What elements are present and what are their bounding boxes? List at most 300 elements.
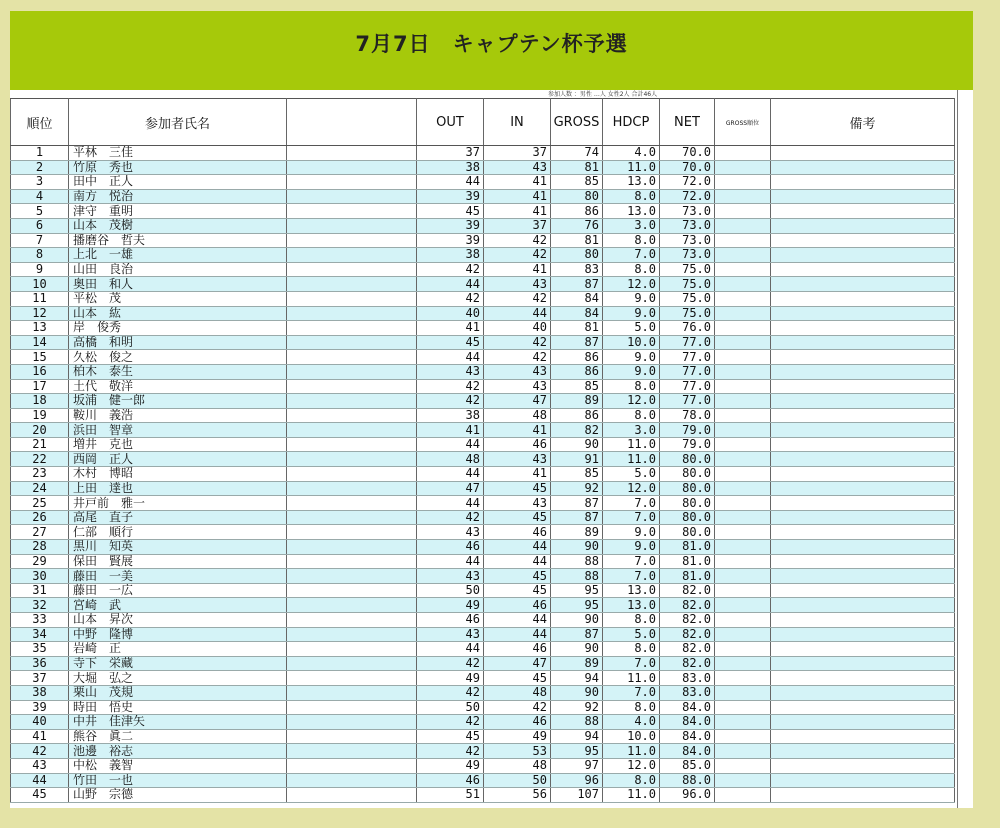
in-cell: 42 — [484, 233, 551, 248]
net-cell: 80.0 — [660, 467, 715, 482]
gross-rank-cell — [715, 685, 771, 700]
header-gross: GROSS — [551, 99, 603, 146]
hdcp-cell: 13.0 — [603, 598, 660, 613]
net-cell: 80.0 — [660, 510, 715, 525]
gross-cell: 94 — [551, 671, 603, 686]
name-cell: 藤田 一美 — [69, 569, 287, 584]
hdcp-cell: 8.0 — [603, 642, 660, 657]
hdcp-cell: 10.0 — [603, 335, 660, 350]
gross-cell: 83 — [551, 262, 603, 277]
out-cell: 44 — [417, 642, 484, 657]
blank-cell — [287, 423, 417, 438]
in-cell: 42 — [484, 335, 551, 350]
name-cell: 土代 敬洋 — [69, 379, 287, 394]
gross-rank-cell — [715, 627, 771, 642]
blank-cell — [287, 481, 417, 496]
hdcp-cell: 7.0 — [603, 248, 660, 263]
name-cell: 山本 茂樹 — [69, 218, 287, 233]
gross-cell: 84 — [551, 291, 603, 306]
gross-cell: 82 — [551, 423, 603, 438]
blank-cell — [287, 189, 417, 204]
out-cell: 44 — [417, 554, 484, 569]
out-cell: 42 — [417, 291, 484, 306]
gross-rank-cell — [715, 715, 771, 730]
remarks-cell — [771, 773, 955, 788]
rank-cell: 45 — [11, 788, 69, 803]
rank-cell: 25 — [11, 496, 69, 511]
in-cell: 37 — [484, 146, 551, 161]
remarks-cell — [771, 758, 955, 773]
table-row — [11, 423, 955, 438]
table-row — [11, 175, 955, 190]
hdcp-cell: 8.0 — [603, 613, 660, 628]
out-cell: 44 — [417, 350, 484, 365]
net-cell: 84.0 — [660, 729, 715, 744]
hdcp-cell: 7.0 — [603, 685, 660, 700]
in-cell: 40 — [484, 321, 551, 336]
hdcp-cell: 7.0 — [603, 510, 660, 525]
in-cell: 41 — [484, 204, 551, 219]
net-cell: 77.0 — [660, 335, 715, 350]
out-cell: 46 — [417, 773, 484, 788]
out-cell: 42 — [417, 262, 484, 277]
rank-cell: 1 — [11, 146, 69, 161]
out-cell: 46 — [417, 540, 484, 555]
out-cell: 44 — [417, 467, 484, 482]
in-cell: 42 — [484, 291, 551, 306]
gross-rank-cell — [715, 642, 771, 657]
gross-rank-cell — [715, 248, 771, 263]
blank-cell — [287, 335, 417, 350]
rank-cell: 9 — [11, 262, 69, 277]
gross-rank-cell — [715, 423, 771, 438]
hdcp-cell: 7.0 — [603, 656, 660, 671]
in-cell: 41 — [484, 189, 551, 204]
out-cell: 42 — [417, 656, 484, 671]
gross-cell: 95 — [551, 744, 603, 759]
hdcp-cell: 4.0 — [603, 715, 660, 730]
out-cell: 37 — [417, 146, 484, 161]
rank-cell: 28 — [11, 540, 69, 555]
hdcp-cell: 11.0 — [603, 671, 660, 686]
gross-rank-cell — [715, 744, 771, 759]
remarks-cell — [771, 423, 955, 438]
gross-rank-cell — [715, 321, 771, 336]
gross-rank-cell — [715, 525, 771, 540]
out-cell: 47 — [417, 481, 484, 496]
gross-rank-cell — [715, 306, 771, 321]
net-cell: 77.0 — [660, 379, 715, 394]
rank-cell: 6 — [11, 218, 69, 233]
net-cell: 81.0 — [660, 554, 715, 569]
net-cell: 73.0 — [660, 204, 715, 219]
gross-cell: 86 — [551, 408, 603, 423]
hdcp-cell: 8.0 — [603, 773, 660, 788]
remarks-cell — [771, 700, 955, 715]
gross-rank-cell — [715, 160, 771, 175]
table-row — [11, 248, 955, 263]
rank-cell: 2 — [11, 160, 69, 175]
out-cell: 43 — [417, 364, 484, 379]
table-row — [11, 452, 955, 467]
sheet-border — [957, 90, 958, 808]
blank-cell — [287, 758, 417, 773]
name-cell: 山本 昇次 — [69, 613, 287, 628]
gross-rank-cell — [715, 598, 771, 613]
name-cell: 井戸前 雅一 — [69, 496, 287, 511]
gross-rank-cell — [715, 379, 771, 394]
rank-cell: 40 — [11, 715, 69, 730]
hdcp-cell: 8.0 — [603, 700, 660, 715]
rank-cell: 23 — [11, 467, 69, 482]
remarks-cell — [771, 437, 955, 452]
rank-cell: 34 — [11, 627, 69, 642]
gross-cell: 96 — [551, 773, 603, 788]
hdcp-cell: 13.0 — [603, 204, 660, 219]
gross-rank-cell — [715, 540, 771, 555]
gross-cell: 95 — [551, 598, 603, 613]
rank-cell: 15 — [11, 350, 69, 365]
remarks-cell — [771, 744, 955, 759]
blank-cell — [287, 248, 417, 263]
out-cell: 48 — [417, 452, 484, 467]
blank-cell — [287, 175, 417, 190]
name-cell: 浜田 智章 — [69, 423, 287, 438]
rank-cell: 11 — [11, 291, 69, 306]
score-sheet — [10, 90, 973, 808]
in-cell: 49 — [484, 729, 551, 744]
gross-cell: 84 — [551, 306, 603, 321]
gross-cell: 87 — [551, 335, 603, 350]
rank-cell: 36 — [11, 656, 69, 671]
out-cell: 51 — [417, 788, 484, 803]
remarks-cell — [771, 146, 955, 161]
gross-cell: 88 — [551, 715, 603, 730]
in-cell: 43 — [484, 364, 551, 379]
out-cell: 46 — [417, 613, 484, 628]
out-cell: 38 — [417, 408, 484, 423]
table-row — [11, 379, 955, 394]
gross-rank-cell — [715, 788, 771, 803]
rank-cell: 41 — [11, 729, 69, 744]
rank-cell: 4 — [11, 189, 69, 204]
in-cell: 44 — [484, 306, 551, 321]
gross-cell: 76 — [551, 218, 603, 233]
table-row — [11, 335, 955, 350]
name-cell: 鞍川 義浩 — [69, 408, 287, 423]
header-net: NET — [660, 99, 715, 146]
table-row — [11, 671, 955, 686]
gross-cell: 90 — [551, 540, 603, 555]
name-cell: 坂浦 健一郎 — [69, 394, 287, 409]
net-cell: 80.0 — [660, 481, 715, 496]
gross-rank-cell — [715, 218, 771, 233]
hdcp-cell: 7.0 — [603, 569, 660, 584]
gross-rank-cell — [715, 408, 771, 423]
hdcp-cell: 9.0 — [603, 306, 660, 321]
out-cell: 44 — [417, 277, 484, 292]
gross-rank-cell — [715, 481, 771, 496]
gross-rank-cell — [715, 262, 771, 277]
in-cell: 47 — [484, 656, 551, 671]
in-cell: 46 — [484, 525, 551, 540]
gross-rank-cell — [715, 189, 771, 204]
net-cell: 70.0 — [660, 160, 715, 175]
in-cell: 47 — [484, 394, 551, 409]
net-cell: 75.0 — [660, 262, 715, 277]
remarks-cell — [771, 189, 955, 204]
net-cell: 77.0 — [660, 394, 715, 409]
hdcp-cell: 12.0 — [603, 394, 660, 409]
name-cell: 竹原 秀也 — [69, 160, 287, 175]
remarks-cell — [771, 671, 955, 686]
header-remarks: 備考 — [771, 99, 955, 146]
out-cell: 45 — [417, 335, 484, 350]
gross-cell: 81 — [551, 160, 603, 175]
gross-cell: 88 — [551, 554, 603, 569]
rank-cell: 31 — [11, 583, 69, 598]
in-cell: 41 — [484, 467, 551, 482]
gross-rank-cell — [715, 510, 771, 525]
rank-cell: 24 — [11, 481, 69, 496]
rank-cell: 13 — [11, 321, 69, 336]
blank-cell — [287, 685, 417, 700]
gross-cell: 74 — [551, 146, 603, 161]
name-cell: 津守 重明 — [69, 204, 287, 219]
table-row — [11, 408, 955, 423]
name-cell: 竹田 一也 — [69, 773, 287, 788]
title-banner — [10, 11, 973, 90]
gross-rank-cell — [715, 437, 771, 452]
in-cell: 42 — [484, 248, 551, 263]
out-cell: 38 — [417, 160, 484, 175]
name-cell: 平松 茂 — [69, 291, 287, 306]
rank-cell: 42 — [11, 744, 69, 759]
gross-cell: 85 — [551, 379, 603, 394]
name-cell: 奥田 和人 — [69, 277, 287, 292]
gross-cell: 97 — [551, 758, 603, 773]
blank-cell — [287, 656, 417, 671]
rank-cell: 39 — [11, 700, 69, 715]
header-name: 参加者氏名 — [69, 99, 287, 146]
blank-cell — [287, 146, 417, 161]
table-row — [11, 262, 955, 277]
header-in: IN — [484, 99, 551, 146]
blank-cell — [287, 525, 417, 540]
out-cell: 40 — [417, 306, 484, 321]
name-cell: 岸 俊秀 — [69, 321, 287, 336]
gross-cell: 85 — [551, 467, 603, 482]
blank-cell — [287, 233, 417, 248]
remarks-cell — [771, 321, 955, 336]
table-row — [11, 204, 955, 219]
net-cell: 96.0 — [660, 788, 715, 803]
table-row — [11, 583, 955, 598]
gross-rank-cell — [715, 175, 771, 190]
remarks-cell — [771, 598, 955, 613]
header-blank — [287, 99, 417, 146]
gross-rank-cell — [715, 467, 771, 482]
blank-cell — [287, 350, 417, 365]
blank-cell — [287, 437, 417, 452]
gross-cell: 85 — [551, 175, 603, 190]
rank-cell: 37 — [11, 671, 69, 686]
hdcp-cell: 5.0 — [603, 627, 660, 642]
net-cell: 88.0 — [660, 773, 715, 788]
table-row — [11, 569, 955, 584]
net-cell: 82.0 — [660, 642, 715, 657]
table-row — [11, 394, 955, 409]
hdcp-cell: 11.0 — [603, 744, 660, 759]
name-cell: 木村 博昭 — [69, 467, 287, 482]
out-cell: 39 — [417, 218, 484, 233]
net-cell: 73.0 — [660, 233, 715, 248]
table-row — [11, 540, 955, 555]
gross-cell: 87 — [551, 496, 603, 511]
gross-cell: 87 — [551, 277, 603, 292]
hdcp-cell: 3.0 — [603, 423, 660, 438]
out-cell: 42 — [417, 685, 484, 700]
hdcp-cell: 11.0 — [603, 788, 660, 803]
rank-cell: 32 — [11, 598, 69, 613]
gross-cell: 89 — [551, 525, 603, 540]
out-cell: 39 — [417, 189, 484, 204]
remarks-cell — [771, 525, 955, 540]
name-cell: 中松 義智 — [69, 758, 287, 773]
gross-cell: 88 — [551, 569, 603, 584]
remarks-cell — [771, 685, 955, 700]
rank-cell: 8 — [11, 248, 69, 263]
net-cell: 76.0 — [660, 321, 715, 336]
out-cell: 42 — [417, 744, 484, 759]
table-row — [11, 160, 955, 175]
in-cell: 44 — [484, 627, 551, 642]
net-cell: 77.0 — [660, 350, 715, 365]
blank-cell — [287, 262, 417, 277]
gross-rank-cell — [715, 204, 771, 219]
hdcp-cell: 9.0 — [603, 291, 660, 306]
remarks-cell — [771, 627, 955, 642]
blank-cell — [287, 627, 417, 642]
gross-cell: 91 — [551, 452, 603, 467]
name-cell: 栗山 茂規 — [69, 685, 287, 700]
gross-cell: 86 — [551, 364, 603, 379]
hdcp-cell: 11.0 — [603, 437, 660, 452]
net-cell: 73.0 — [660, 248, 715, 263]
out-cell: 45 — [417, 204, 484, 219]
table-row — [11, 437, 955, 452]
gross-cell: 87 — [551, 510, 603, 525]
gross-rank-cell — [715, 671, 771, 686]
name-cell: 宮崎 武 — [69, 598, 287, 613]
rank-cell: 20 — [11, 423, 69, 438]
hdcp-cell: 7.0 — [603, 554, 660, 569]
out-cell: 43 — [417, 627, 484, 642]
net-cell: 82.0 — [660, 598, 715, 613]
hdcp-cell: 8.0 — [603, 408, 660, 423]
table-row — [11, 744, 955, 759]
gross-rank-cell — [715, 773, 771, 788]
blank-cell — [287, 452, 417, 467]
net-cell: 77.0 — [660, 364, 715, 379]
in-cell: 50 — [484, 773, 551, 788]
remarks-cell — [771, 481, 955, 496]
rank-cell: 43 — [11, 758, 69, 773]
gross-rank-cell — [715, 291, 771, 306]
rank-cell: 29 — [11, 554, 69, 569]
table-row — [11, 510, 955, 525]
hdcp-cell: 13.0 — [603, 175, 660, 190]
gross-cell: 86 — [551, 350, 603, 365]
hdcp-cell: 3.0 — [603, 218, 660, 233]
table-body — [11, 146, 955, 803]
blank-cell — [287, 729, 417, 744]
rank-cell: 21 — [11, 437, 69, 452]
table-row — [11, 306, 955, 321]
in-cell: 46 — [484, 437, 551, 452]
remarks-cell — [771, 642, 955, 657]
net-cell: 84.0 — [660, 744, 715, 759]
header-out: OUT — [417, 99, 484, 146]
header-hdcp: HDCP — [603, 99, 660, 146]
out-cell: 42 — [417, 394, 484, 409]
out-cell: 39 — [417, 233, 484, 248]
name-cell: 高尾 直子 — [69, 510, 287, 525]
gross-cell: 95 — [551, 583, 603, 598]
in-cell: 45 — [484, 671, 551, 686]
in-cell: 44 — [484, 554, 551, 569]
blank-cell — [287, 700, 417, 715]
table-row — [11, 613, 955, 628]
in-cell: 41 — [484, 262, 551, 277]
rank-cell: 10 — [11, 277, 69, 292]
remarks-cell — [771, 554, 955, 569]
out-cell: 50 — [417, 583, 484, 598]
gross-rank-cell — [715, 496, 771, 511]
remarks-cell — [771, 510, 955, 525]
blank-cell — [287, 613, 417, 628]
blank-cell — [287, 321, 417, 336]
remarks-cell — [771, 277, 955, 292]
name-cell: 藤田 一広 — [69, 583, 287, 598]
gross-cell: 92 — [551, 481, 603, 496]
gross-cell: 90 — [551, 685, 603, 700]
net-cell: 80.0 — [660, 452, 715, 467]
net-cell: 85.0 — [660, 758, 715, 773]
in-cell: 45 — [484, 569, 551, 584]
blank-cell — [287, 408, 417, 423]
name-cell: 山田 良治 — [69, 262, 287, 277]
in-cell: 43 — [484, 496, 551, 511]
net-cell: 73.0 — [660, 218, 715, 233]
in-cell: 42 — [484, 350, 551, 365]
blank-cell — [287, 510, 417, 525]
rank-cell: 30 — [11, 569, 69, 584]
blank-cell — [287, 671, 417, 686]
remarks-cell — [771, 715, 955, 730]
blank-cell — [287, 204, 417, 219]
rank-cell: 26 — [11, 510, 69, 525]
net-cell: 75.0 — [660, 277, 715, 292]
name-cell: 黒川 知英 — [69, 540, 287, 555]
table-row — [11, 700, 955, 715]
remarks-cell — [771, 467, 955, 482]
table-row — [11, 715, 955, 730]
remarks-cell — [771, 540, 955, 555]
in-cell: 46 — [484, 715, 551, 730]
name-cell: 岩崎 正 — [69, 642, 287, 657]
table-row — [11, 291, 955, 306]
